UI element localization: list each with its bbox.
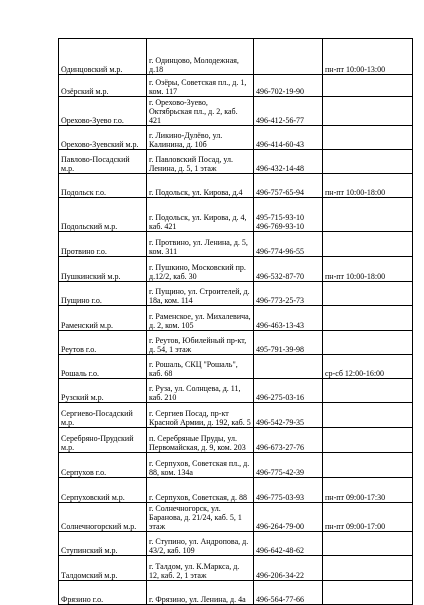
table-row xyxy=(59,39,413,75)
table-row xyxy=(59,174,413,198)
office-name: Талдомский м.р. xyxy=(59,556,147,581)
document-page xyxy=(58,38,413,605)
table-row xyxy=(59,556,413,581)
table-row xyxy=(59,428,413,453)
table-row xyxy=(59,150,413,174)
office-name: Рошаль г.о. xyxy=(59,355,147,379)
office-address: г. Серпухов, Советская пл., д. 88, ком. 134а xyxy=(147,453,254,478)
office-name: Рузский м.р. xyxy=(59,379,147,403)
table-row xyxy=(59,282,413,306)
office-hours xyxy=(323,97,413,126)
table-row xyxy=(59,97,413,126)
office-hours xyxy=(323,379,413,403)
office-phone: 496-673-27-76 xyxy=(254,428,323,453)
office-address: п. Серебряные Пруды, ул. Первомайская, д. 9, ком. 203 xyxy=(147,428,254,453)
office-address: г. Ликино-Дулёво, ул. Калинина, д. 10б xyxy=(147,126,254,150)
office-phone: 496-542-79-35 xyxy=(254,403,323,428)
office-phone: 496-275-03-16 xyxy=(254,379,323,403)
office-address: г. Одинцово, Молодежная, д.18 xyxy=(147,39,254,75)
table-row xyxy=(59,331,413,355)
office-phone: 496-414-60-43 xyxy=(254,126,323,150)
office-hours xyxy=(323,198,413,232)
office-name: Павлово-Посадский м.р. xyxy=(59,150,147,174)
office-hours xyxy=(323,453,413,478)
office-hours: пн-пт 09:00-17:00 xyxy=(323,503,413,532)
office-name: Серпуховский м.р. xyxy=(59,478,147,503)
office-name: Пушкинский м.р. xyxy=(59,257,147,282)
office-hours xyxy=(323,532,413,556)
office-name: Подольский м.р. xyxy=(59,198,147,232)
office-phone: 496-463-13-43 xyxy=(254,306,323,331)
table-row xyxy=(59,355,413,379)
office-phone: 496-775-42-39 xyxy=(254,453,323,478)
office-name: Фрязино г.о. xyxy=(59,581,147,605)
office-hours: пн-пт 10:00-18:00 xyxy=(323,257,413,282)
office-address: г. Раменское, ул. Михалевича, д. 2, ком. 105 xyxy=(147,306,254,331)
office-phone: 496-702-19-90 xyxy=(254,75,323,97)
office-hours xyxy=(323,126,413,150)
office-hours: пн-пт 10:00-13:00 xyxy=(323,39,413,75)
office-hours xyxy=(323,556,413,581)
office-hours xyxy=(323,150,413,174)
office-name: Сергиево-Посадский м.р. xyxy=(59,403,147,428)
office-name: Пущино г.о. xyxy=(59,282,147,306)
office-address: г. Орехово-Зуево, Октябрьская пл., д. 2, каб. 421 xyxy=(147,97,254,126)
table-row xyxy=(59,126,413,150)
office-name: Ступинский м.р. xyxy=(59,532,147,556)
office-address: г. Фрязино, ул. Ленина, д. 4а xyxy=(147,581,254,605)
office-phone: 496-564-77-66 xyxy=(254,581,323,605)
office-address: г. Реутов, Юбилейный пр-кт, д. 54, 1 этаж xyxy=(147,331,254,355)
office-phone: 496-642-48-62 xyxy=(254,532,323,556)
office-name: Солнечногорский м.р. xyxy=(59,503,147,532)
office-name: Орехово-Зуево г.о. xyxy=(59,97,147,126)
office-phone: 496-775-03-93 xyxy=(254,478,323,503)
table-row xyxy=(59,232,413,257)
offices-table-body xyxy=(59,39,413,605)
office-hours xyxy=(323,75,413,97)
office-hours: пн-пт 09:00-17:30 xyxy=(323,478,413,503)
table-row xyxy=(59,532,413,556)
office-phone: 495-791-39-98 xyxy=(254,331,323,355)
office-hours xyxy=(323,306,413,331)
office-phone xyxy=(254,39,323,75)
office-address: г. Солнечногорск, ул. Баранова, д. 21/24, каб. 5, 1 этаж xyxy=(147,503,254,532)
office-address: г. Сергиев Посад, пр-кт Красной Армии, д. 192, каб. 5 xyxy=(147,403,254,428)
table-row xyxy=(59,453,413,478)
office-name: Серебряно-Прудский м.р. xyxy=(59,428,147,453)
office-phone: 496-532-87-70 xyxy=(254,257,323,282)
table-row xyxy=(59,478,413,503)
office-name: Раменский м.р. xyxy=(59,306,147,331)
office-address: г. Протвино, ул. Ленина, д. 5, ком. 311 xyxy=(147,232,254,257)
table-row xyxy=(59,257,413,282)
office-phone: 496-757-65-94 xyxy=(254,174,323,198)
office-name: Одинцовский м.р. xyxy=(59,39,147,75)
office-name: Орехово-Зуевский м.р. xyxy=(59,126,147,150)
office-hours xyxy=(323,331,413,355)
office-address: г. Пушкино, Московский пр. д.12/2, каб. 30 xyxy=(147,257,254,282)
office-address: г. Пущино, ул. Строителей, д. 18а, ком. 114 xyxy=(147,282,254,306)
office-hours xyxy=(323,403,413,428)
office-address: г. Талдом, ул. К.Маркса, д. 12, каб. 2, 1 этаж xyxy=(147,556,254,581)
offices-table xyxy=(58,38,413,605)
table-row xyxy=(59,379,413,403)
office-address: г. Серпухов, Советская, д. 88 xyxy=(147,478,254,503)
office-hours xyxy=(323,428,413,453)
table-row xyxy=(59,503,413,532)
office-address: г. Подольск, ул. Кирова, д. 4, каб. 421 xyxy=(147,198,254,232)
office-name: Реутов г.о. xyxy=(59,331,147,355)
office-phone: 496-774-96-55 xyxy=(254,232,323,257)
office-address: г. Рошаль, СКЦ "Рошаль", каб. 68 xyxy=(147,355,254,379)
table-row xyxy=(59,198,413,232)
office-address: г. Озёры, Советская пл., д. 1, ком. 117 xyxy=(147,75,254,97)
office-name: Озёрский м.р. xyxy=(59,75,147,97)
office-phone: 495-715-93-10 496-769-93-10 xyxy=(254,198,323,232)
table-row xyxy=(59,75,413,97)
office-phone xyxy=(254,355,323,379)
office-address: г. Павловский Посад, ул. Ленина, д. 5, 1 этаж xyxy=(147,150,254,174)
office-name: Протвино г.о. xyxy=(59,232,147,257)
table-row xyxy=(59,403,413,428)
office-phone: 496-264-79-00 xyxy=(254,503,323,532)
office-hours xyxy=(323,581,413,605)
table-row xyxy=(59,306,413,331)
office-address: г. Ступино, ул. Андропова, д. 43/2, каб. 109 xyxy=(147,532,254,556)
office-hours xyxy=(323,282,413,306)
office-name: Подольск г.о. xyxy=(59,174,147,198)
office-phone: 496-206-34-22 xyxy=(254,556,323,581)
table-row xyxy=(59,581,413,605)
office-hours: ср-сб 12:00-16:00 xyxy=(323,355,413,379)
office-hours: пн-пт 10:00-18:00 xyxy=(323,174,413,198)
office-phone: 496-412-56-77 xyxy=(254,97,323,126)
office-phone: 496-432-14-48 xyxy=(254,150,323,174)
office-name: Серпухов г.о. xyxy=(59,453,147,478)
office-hours xyxy=(323,232,413,257)
office-address: г. Подольск, ул. Кирова, д.4 xyxy=(147,174,254,198)
office-phone: 496-773-25-73 xyxy=(254,282,323,306)
office-address: г. Руза, ул. Солнцева, д. 11, каб. 210 xyxy=(147,379,254,403)
